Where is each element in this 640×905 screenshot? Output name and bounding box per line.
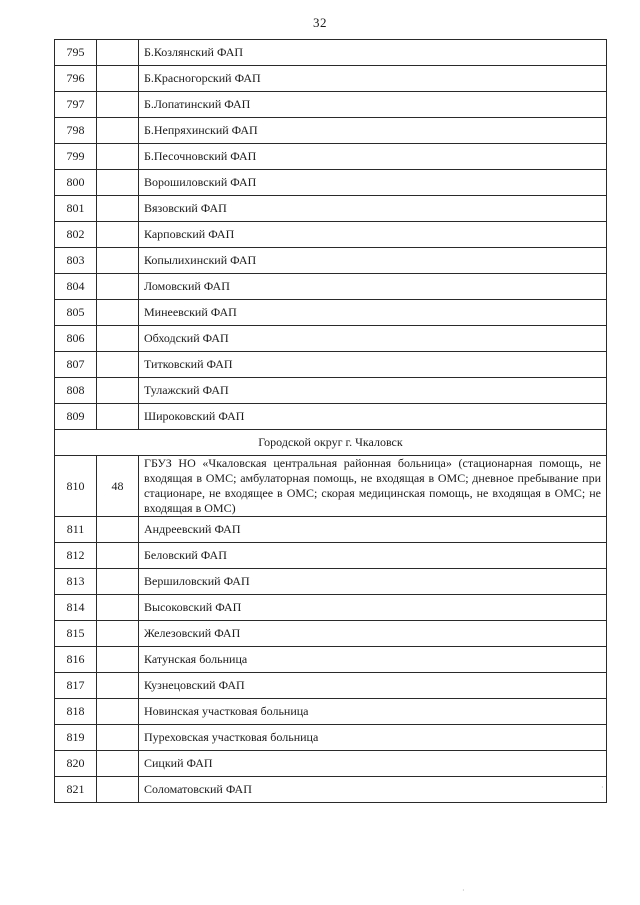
table-row: [55, 699, 607, 725]
row-name: Ворошиловский ФАП: [139, 170, 607, 196]
row-name: Сицкий ФАП: [139, 751, 607, 777]
table-row: [55, 378, 607, 404]
table-row: [55, 196, 607, 222]
row-name: Андреевский ФАП: [139, 517, 607, 543]
row-code: [97, 352, 139, 378]
row-number: 813: [55, 569, 97, 595]
row-number: 808: [55, 378, 97, 404]
row-number: 818: [55, 699, 97, 725]
table-body-after: [55, 517, 607, 803]
table-row-hospital: [55, 456, 607, 517]
row-name: Б.Непряхинский ФАП: [139, 118, 607, 144]
row-code: [97, 40, 139, 66]
row-number: 799: [55, 144, 97, 170]
row-number: 803: [55, 248, 97, 274]
table-body-before: [55, 40, 607, 430]
row-name: Высоковский ФАП: [139, 595, 607, 621]
table-row: [55, 144, 607, 170]
table-row: [55, 222, 607, 248]
row-name: Катунская больница: [139, 647, 607, 673]
table-row: [55, 170, 607, 196]
table-row: [55, 274, 607, 300]
table-section: [55, 430, 607, 517]
row-code: [97, 404, 139, 430]
row-number: 801: [55, 196, 97, 222]
row-code: [97, 222, 139, 248]
scan-speck: ·: [601, 783, 604, 792]
section-title: Городской округ г. Чкаловск: [55, 430, 607, 456]
row-number: 812: [55, 543, 97, 569]
row-name: Б.Козлянский ФАП: [139, 40, 607, 66]
table-row: [55, 92, 607, 118]
table-row: [55, 647, 607, 673]
row-name: Б.Песочновский ФАП: [139, 144, 607, 170]
table-row: [55, 352, 607, 378]
table-row: [55, 248, 607, 274]
row-code: [97, 777, 139, 803]
row-number: 798: [55, 118, 97, 144]
row-number: 817: [55, 673, 97, 699]
row-number: 802: [55, 222, 97, 248]
table-row: [55, 777, 607, 803]
row-code: [97, 92, 139, 118]
table-row: [55, 40, 607, 66]
row-name: Копылихинский ФАП: [139, 248, 607, 274]
row-number: 807: [55, 352, 97, 378]
row-code: [97, 725, 139, 751]
section-row: [55, 430, 607, 456]
row-code: [97, 170, 139, 196]
facility-registry-table: [54, 39, 607, 803]
row-name: Тулажский ФАП: [139, 378, 607, 404]
table-row: [55, 404, 607, 430]
row-code: [97, 66, 139, 92]
row-number: 816: [55, 647, 97, 673]
row-number: 804: [55, 274, 97, 300]
row-code: [97, 543, 139, 569]
row-code: [97, 673, 139, 699]
row-name: Б.Лопатинский ФАП: [139, 92, 607, 118]
row-code: [97, 144, 139, 170]
row-code: [97, 118, 139, 144]
row-name: Ломовский ФАП: [139, 274, 607, 300]
row-code: [97, 248, 139, 274]
row-code: [97, 647, 139, 673]
row-number: 810: [55, 456, 97, 517]
row-code: 48: [97, 456, 139, 517]
table-row: [55, 300, 607, 326]
row-number: 819: [55, 725, 97, 751]
row-number: 805: [55, 300, 97, 326]
row-name: Новинская участковая больница: [139, 699, 607, 725]
row-code: [97, 517, 139, 543]
row-code: [97, 621, 139, 647]
row-code: [97, 751, 139, 777]
table-row: [55, 673, 607, 699]
row-code: [97, 196, 139, 222]
table-row: [55, 595, 607, 621]
row-code: [97, 326, 139, 352]
row-name: Минеевский ФАП: [139, 300, 607, 326]
table-row: [55, 569, 607, 595]
row-code: [97, 569, 139, 595]
row-number: 815: [55, 621, 97, 647]
row-number: 811: [55, 517, 97, 543]
row-code: [97, 378, 139, 404]
row-name: Б.Красногорский ФАП: [139, 66, 607, 92]
row-number: 820: [55, 751, 97, 777]
row-code: [97, 699, 139, 725]
page-number: 32: [313, 15, 327, 30]
row-code: [97, 274, 139, 300]
row-code: [97, 300, 139, 326]
row-name: Кузнецовский ФАП: [139, 673, 607, 699]
row-name: Вязовский ФАП: [139, 196, 607, 222]
row-number: 800: [55, 170, 97, 196]
row-name: Пуреховская участковая больница: [139, 725, 607, 751]
row-name: Железовский ФАП: [139, 621, 607, 647]
row-number: 797: [55, 92, 97, 118]
row-number: 814: [55, 595, 97, 621]
row-name: Карповский ФАП: [139, 222, 607, 248]
row-name: Соломатовский ФАП: [139, 777, 607, 803]
row-number: 809: [55, 404, 97, 430]
table-row: [55, 326, 607, 352]
row-number: 796: [55, 66, 97, 92]
row-name: Обходский ФАП: [139, 326, 607, 352]
row-number: 821: [55, 777, 97, 803]
row-name: Беловский ФАП: [139, 543, 607, 569]
scan-speck: ·: [462, 886, 465, 895]
row-name: Титковский ФАП: [139, 352, 607, 378]
row-code: [97, 595, 139, 621]
table-row: [55, 543, 607, 569]
row-name: Вершиловский ФАП: [139, 569, 607, 595]
table-row: [55, 66, 607, 92]
row-number: 795: [55, 40, 97, 66]
table-row: [55, 517, 607, 543]
table-row: [55, 725, 607, 751]
table-row: [55, 621, 607, 647]
row-name: ГБУЗ НО «Чкаловская центральная районная больница» (стационарная помощь, не входящая в ОМС; амбулаторная помощь, не входящая в ОМС; дневное пребывание при стационаре, не входящее в ОМС; скорая медицинская помощь, не входящая в ОМС; не входящая в ОМС): [139, 456, 607, 517]
row-name: Широковский ФАП: [139, 404, 607, 430]
table-row: [55, 118, 607, 144]
row-number: 806: [55, 326, 97, 352]
table-row: [55, 751, 607, 777]
